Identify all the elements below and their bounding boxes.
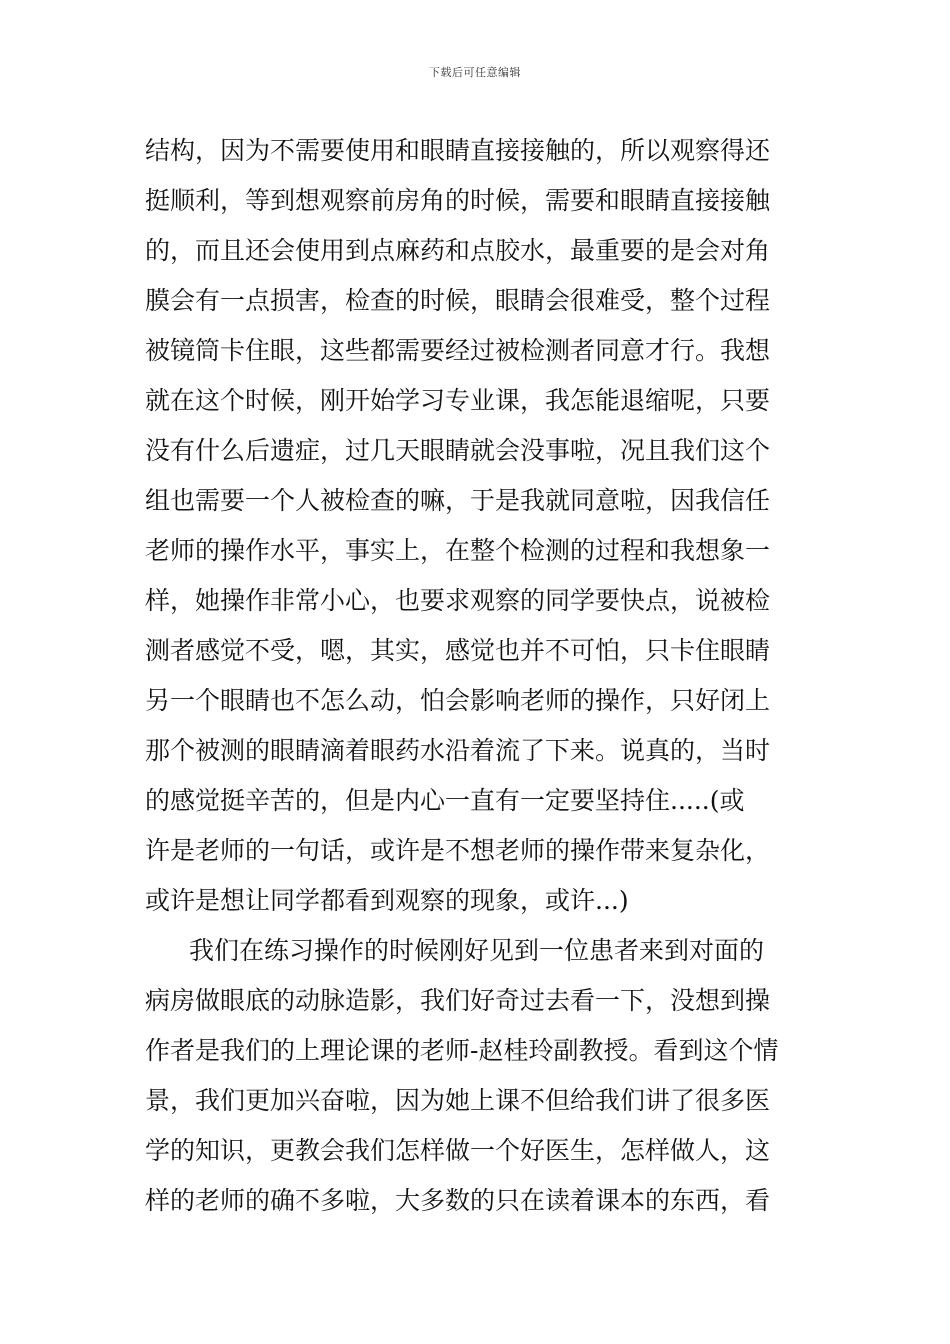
text-line: 许是老师的一句话，或许是不想老师的操作带来复杂化， (145, 836, 771, 865)
text-line: 病房做眼底的动脉造影，我们好奇过去看一下，没想到操 (145, 986, 771, 1015)
text-line: 结构，因为不需要使用和眼睛直接接触的，所以观察得还 (145, 136, 771, 165)
text-line: 老师的操作水平，事实上，在整个检测的过程和我想象一 (145, 536, 771, 565)
page-header: 下载后可任意编辑 (429, 66, 521, 79)
paragraph-1 (145, 126, 810, 926)
text-line: 膜会有一点损害，检查的时候，眼睛会很难受，整个过程 (145, 286, 771, 315)
text-line: 景，我们更加兴奋啦，因为她上课不但给我们讲了很多医 (145, 1086, 771, 1115)
text-line: 被镜筒卡住眼，这些都需要经过被检测者同意才行。我想 (145, 336, 771, 365)
text-line: 或许是想让同学都看到观察的现象，或许...) (145, 886, 629, 915)
text-line: 样的老师的确不多啦，大多数的只在读着课本的东西，看 (145, 1186, 771, 1215)
text-line: 样，她操作非常小心，也要求观察的同学要快点，说被检 (145, 586, 771, 615)
text-line: 组也需要一个人被检查的嘛，于是我就同意啦，因我信任 (145, 486, 771, 515)
text-line: 作者是我们的上理论课的老师-赵桂玲副教授。看到这个情 (145, 1036, 779, 1065)
text-line: 挺顺利，等到想观察前房角的时候，需要和眼睛直接接触 (145, 186, 771, 215)
text-line: 的，而且还会使用到点麻药和点胶水，最重要的是会对角 (145, 236, 771, 265)
text-line: 的感觉挺辛苦的，但是内心一直有一定要坚持住.....(或 (145, 786, 745, 815)
text-line: 学的知识，更教会我们怎样做一个好医生，怎样做人，这 (145, 1136, 771, 1165)
document-body (145, 126, 810, 1226)
text-line: 另一个眼睛也不怎么动，怕会影响老师的操作，只好闭上 (145, 686, 771, 715)
paragraph-2 (145, 926, 810, 1226)
text-line: 测者感觉不受，嗯，其实，感觉也并不可怕，只卡住眼睛 (145, 636, 771, 665)
text-line: 那个被测的眼睛滴着眼药水沿着流了下来。说真的，当时 (145, 736, 771, 765)
text-line: 就在这个时候，刚开始学习专业课，我怎能退缩呢，只要 (145, 386, 771, 415)
text-line-indented: 我们在练习操作的时候刚好见到一位患者来到对面的 (189, 936, 765, 965)
text-line: 没有什么后遗症，过几天眼睛就会没事啦，况且我们这个 (145, 436, 771, 465)
